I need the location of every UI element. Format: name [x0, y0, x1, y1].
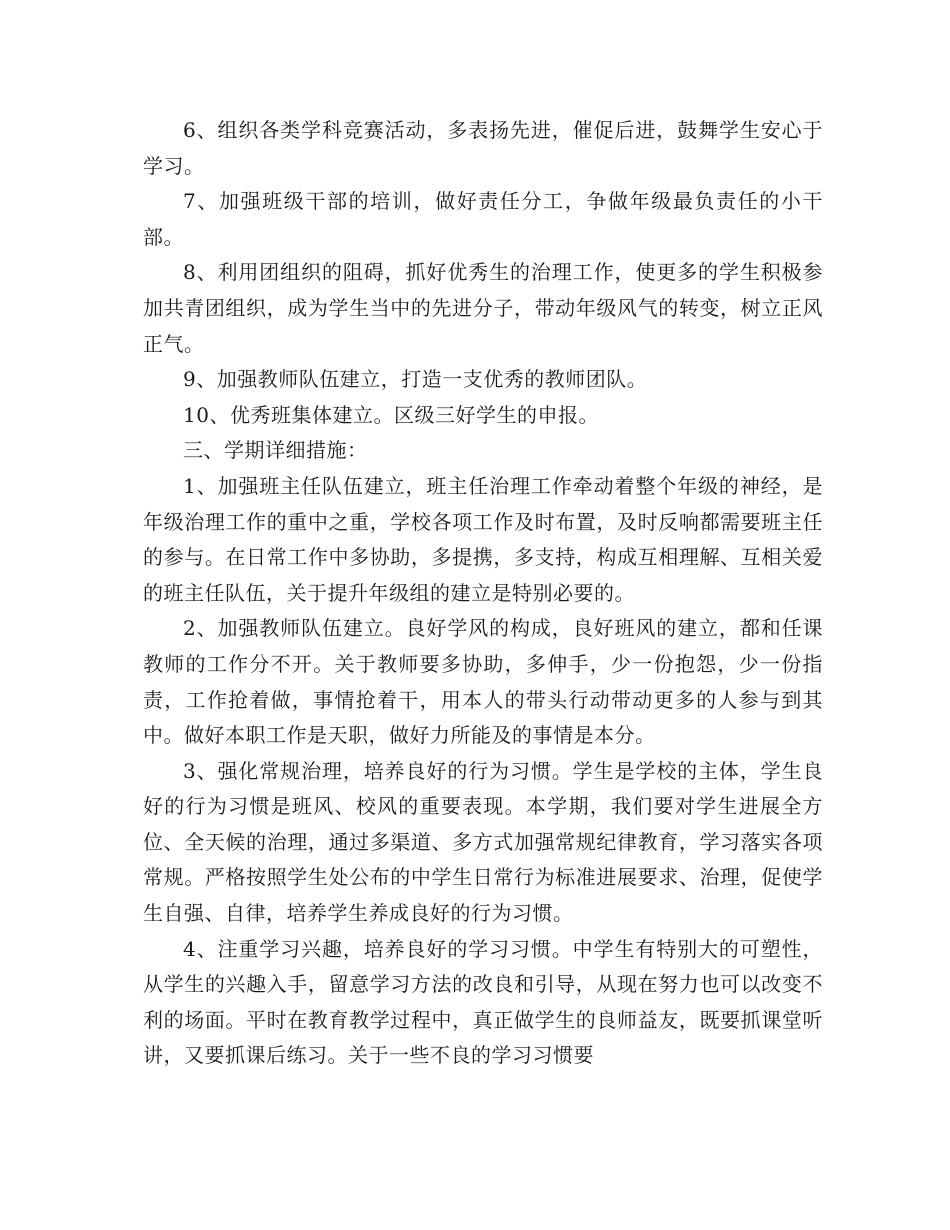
document-body [143, 113, 823, 1074]
measure-item-4: 4、注重学习兴趣，培养良好的学习习惯。中学生有特别大的可塑性，从学生的兴趣入手，留意学习方法的改良和引导，从现在努力也可以改变不利的场面。平时在教育教学过程中，真正做学生的良师益友，既要抓课堂听讲，又要抓课后练习。关于一些不良的学习习惯要 [143, 936, 823, 1068]
section-heading-measures: 三、学期详细措施： [183, 438, 368, 463]
paragraph-item-8: 8、利用团组织的阻碍，抓好优秀生的治理工作，使更多的学生积极参加共青团组织，成为学生当中的先进分子，带动年级风气的转变，树立正风正气。 [143, 260, 823, 356]
paragraph-item-10: 10、优秀班集体建立。区级三好学生的申报。 [183, 402, 599, 427]
measure-item-3: 3、强化常规治理，培养良好的行为习惯。学生是学校的主体，学生良好的行为习惯是班风、校风的重要表现。本学期，我们要对学生进展全方位、全天候的治理，通过多渠道、多方式加强常规纪律教育，学习落实各项常规。严格按照学生处公布的中学生日常行为标准进展要求、治理，促使学生自强、自律，培养学生养成良好的行为习惯。 [143, 758, 823, 926]
measure-item-2: 2、加强教师队伍建立。良好学风的构成，良好班风的建立，都和任课教师的工作分不开。关于教师要多协助，多伸手，少一份抱怨，少一份指责，工作抢着做，事情抢着干，用本人的带头行动带动更多的人参与到其中。做好本职工作是天职，做好力所能及的事情是本分。 [143, 616, 823, 748]
measure-item-1: 1、加强班主任队伍建立，班主任治理工作牵动着整个年级的神经，是年级治理工作的重中之重，学校各项工作及时布置，及时反响都需要班主任的参与。在日常工作中多协助，多提携，多支持，构成互相理解、互相关爱的班主任队伍，关于提升年级组的建立是特别必要的。 [143, 473, 823, 605]
paragraph-item-6: 6、组织各类学科竞赛活动，多表扬先进，催促后进，鼓舞学生安心于学习。 [143, 118, 823, 178]
paragraph-item-7: 7、加强班级干部的培训，做好责任分工，争做年级最负责任的小干部。 [143, 189, 823, 249]
paragraph-item-9: 9、加强教师队伍建立，打造一支优秀的教师团队。 [183, 367, 648, 392]
